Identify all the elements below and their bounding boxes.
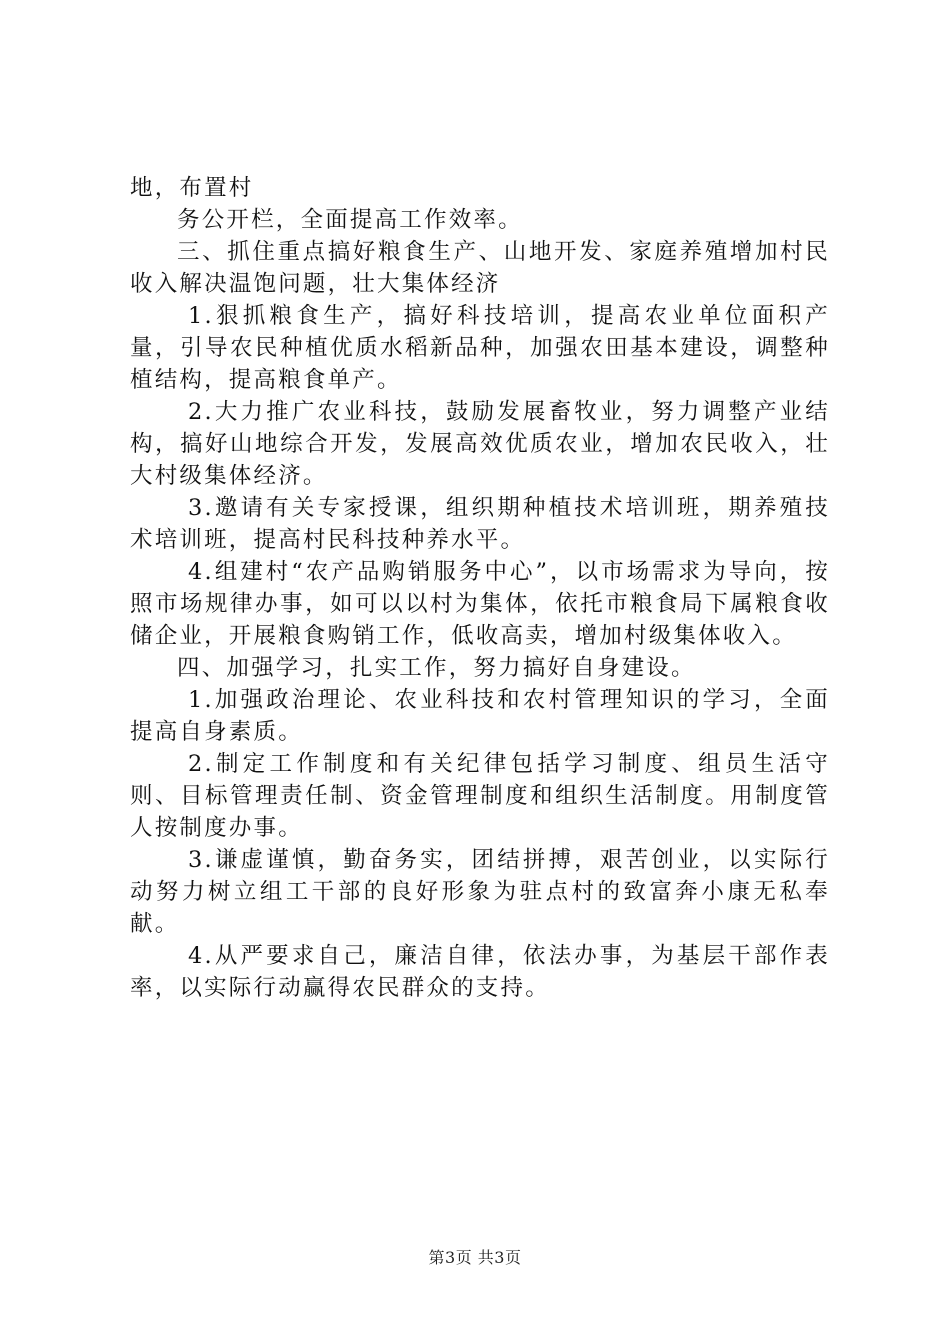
paragraph: 地，布置村 [130, 175, 254, 201]
list-item: 2.制定工作制度和有关纪律包括学习制度、组员生活守则、目标管理责任制、资金管理制度和组织生活制度。用制度管人按制度办事。 [130, 751, 830, 841]
list-item: 3.邀请有关专家授课，组织期种植技术培训班，期养殖技术培训班，提高村民科技种养水平。 [130, 495, 830, 553]
list-item: 2.大力推广农业科技，鼓励发展畜牧业，努力调整产业结构，搞好山地综合开发，发展高效优质农业，增加农民收入，壮大村级集体经济。 [130, 399, 830, 489]
list-item: 1.狠抓粮食生产，搞好科技培训，提高农业单位面积产量，引导农民种植优质水稻新品种，加强农田基本建设，调整种植结构，提高粮食单产。 [130, 303, 830, 393]
list-item: 3.谦虚谨慎，勤奋务实，团结拼搏，艰苦创业，以实际行动努力树立组工干部的良好形象为驻点村的致富奔小康无私奉献。 [130, 847, 830, 937]
list-item: 4.组建村“农产品购销服务中心”，以市场需求为导向，按照市场规律办事，如可以以村为集体，依托市粮食局下属粮食收储企业，开展粮食购销工作，低收高卖，增加村级集体收入。 [130, 559, 830, 649]
document-body [130, 172, 830, 1004]
page-footer [0, 1245, 950, 1268]
paragraph: 务公开栏，全面提高工作效率。 [177, 207, 523, 233]
section-heading-three: 三、抓住重点搞好粮食生产、山地开发、家庭养殖增加村民收入解决温饱问题，壮大集体经济 [130, 239, 830, 297]
list-item: 4.从严要求自己，廉洁自律，依法办事，为基层干部作表率，以实际行动赢得农民群众的支持。 [130, 943, 830, 1001]
section-heading-four: 四、加强学习，扎实工作，努力搞好自身建设。 [177, 655, 696, 681]
page-number: 第3页 共3页 [428, 1248, 522, 1267]
list-item: 1.加强政治理论、农业科技和农村管理知识的学习，全面提高自身素质。 [130, 687, 830, 745]
